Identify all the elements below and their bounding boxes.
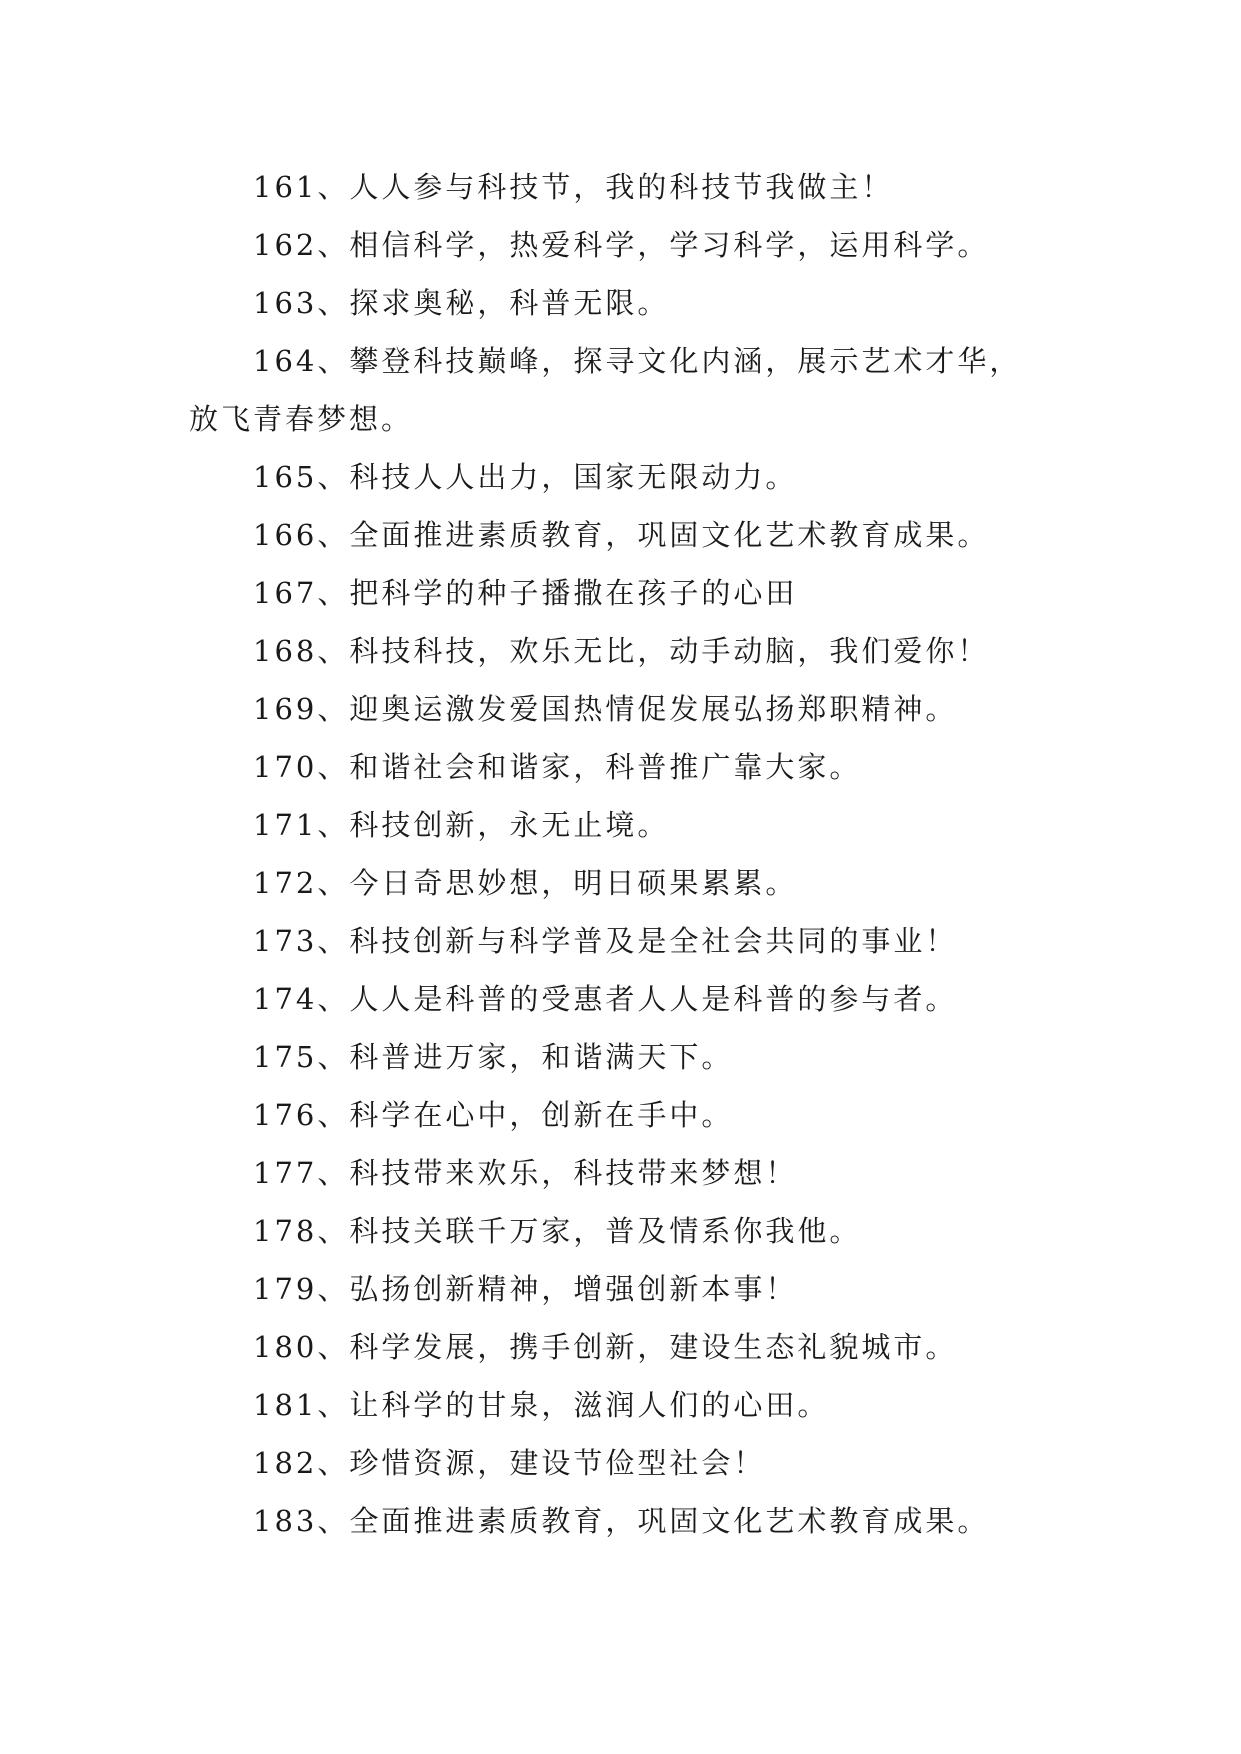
list-item: 182、珍惜资源，建设节俭型社会！ — [253, 1446, 766, 1480]
list-item: 176、科学在心中，创新在手中。 — [253, 1098, 734, 1132]
list-item: 161、人人参与科技节，我的科技节我做主！ — [253, 170, 894, 204]
list-item: 175、科普进万家，和谐满天下。 — [253, 1040, 734, 1074]
list-item: 173、科技创新与科学普及是全社会共同的事业！ — [253, 924, 958, 958]
list-item: 177、科技带来欢乐，科技带来梦想！ — [253, 1156, 798, 1190]
list-item: 179、弘扬创新精神，增强创新本事！ — [253, 1272, 798, 1306]
list-item: 172、今日奇思妙想，明日硕果累累。 — [253, 866, 798, 900]
list-item: 170、和谐社会和谐家，科普推广靠大家。 — [253, 750, 862, 784]
list-item: 167、把科学的种子播撒在孩子的心田 — [253, 576, 798, 610]
slogan-list — [189, 158, 1047, 1550]
list-item: 166、全面推进素质教育，巩固文化艺术教育成果。 — [253, 518, 990, 552]
list-item: 169、迎奥运激发爱国热情促发展弘扬郑职精神。 — [253, 692, 958, 726]
list-item: 171、科技创新，永无止境。 — [253, 808, 670, 842]
list-item: 181、让科学的甘泉，滋润人们的心田。 — [253, 1388, 830, 1422]
list-item: 174、人人是科普的受惠者人人是科普的参与者。 — [253, 982, 958, 1016]
list-item: 165、科技人人出力，国家无限动力。 — [253, 460, 798, 494]
list-item: 162、相信科学，热爱科学，学习科学，运用科学。 — [253, 228, 990, 262]
list-item: 163、探求奥秘，科普无限。 — [253, 286, 670, 320]
list-item: 168、科技科技，欢乐无比，动手动脑，我们爱你！ — [253, 634, 990, 668]
list-item: 183、全面推进素质教育，巩固文化艺术教育成果。 — [253, 1504, 990, 1538]
list-item: 180、科学发展，携手创新，建设生态礼貌城市。 — [253, 1330, 958, 1364]
list-item: 164、攀登科技巅峰，探寻文化内涵，展示艺术才华，放飞青春梦想。 — [189, 344, 1022, 436]
list-item: 178、科技关联千万家，普及情系你我他。 — [253, 1214, 862, 1248]
